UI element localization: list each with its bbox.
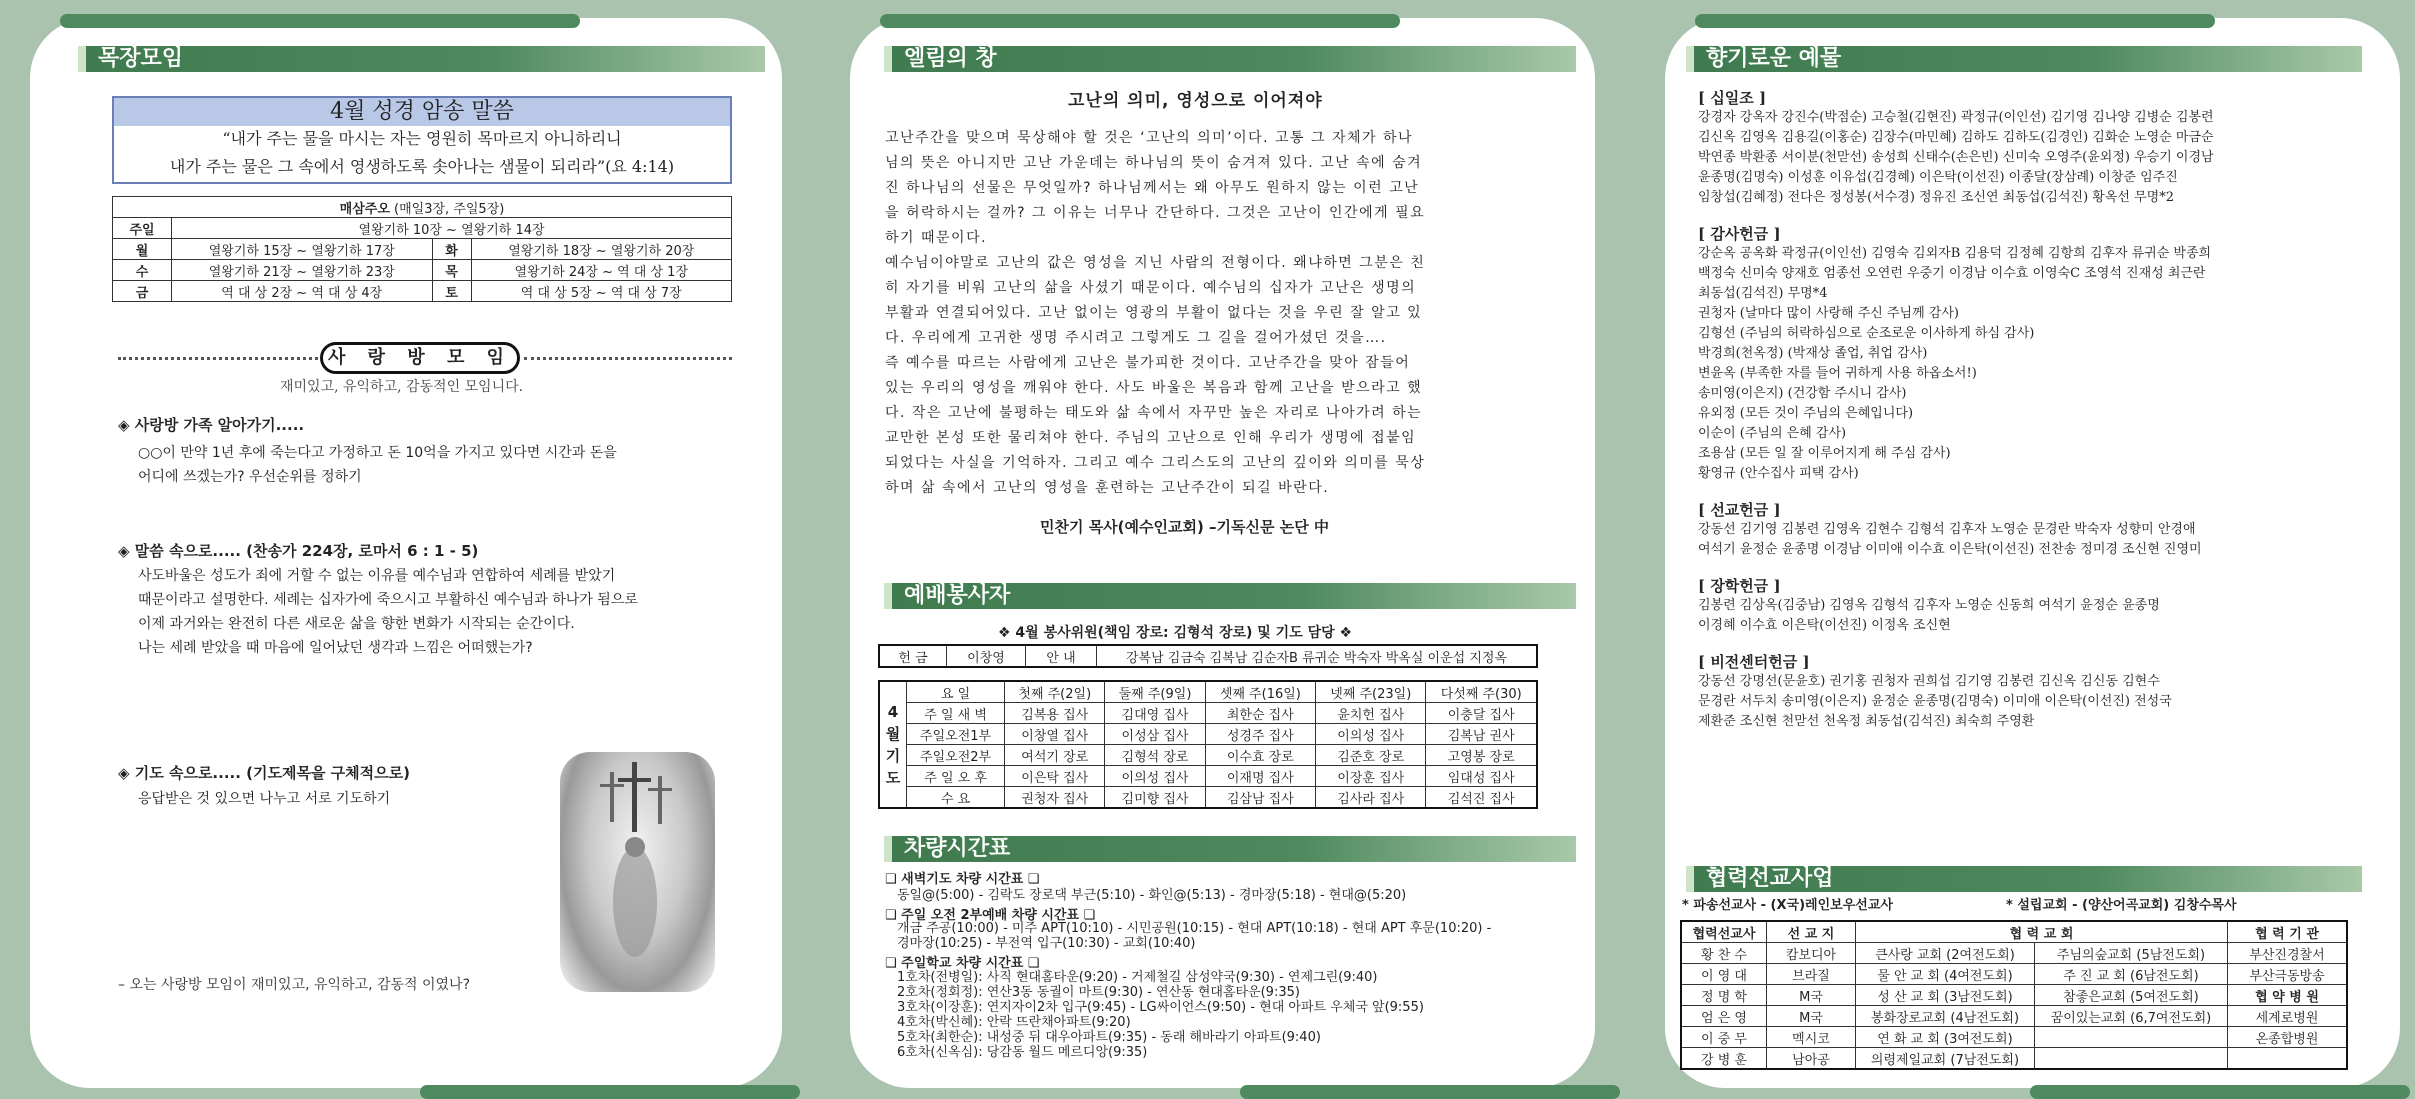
schedule-head: 첫째 주(2일)	[1005, 681, 1105, 703]
schedule-cell: 주일오전1부	[907, 724, 1005, 745]
reading-range: 열왕기하 21장 ~ 열왕기하 23장	[172, 260, 433, 281]
offering-name: 이창영	[947, 645, 1026, 667]
offering-guide-table	[878, 644, 1538, 668]
article-line: 되었다는 사실을 기억하자. 그리고 예수 그리스도의 고난의 깊이와 의미를 묵상	[885, 455, 1426, 471]
list-item: 김신옥 김영옥 김용길(이홍순) 김장수(마민혜) 김하도 김하도(김경인) 김화순 노영순 마금순	[1698, 130, 2214, 145]
section-family-line: 어디에 쓰겠는가? 우선순위를 정하기	[138, 469, 362, 485]
coop-cell: 봉화장로교회 (4남전도회)	[1856, 1006, 2035, 1027]
table-row	[879, 766, 1537, 787]
bus-dawn-line: 동일@(5:00) - 김락도 장로댁 부근(5:10) - 화인@(5:13) - 경마장(5:18) - 현대@(5:20)	[897, 888, 1407, 903]
coop-cell: 부산극동방송	[2228, 964, 2348, 985]
memory-verse-line: “내가 주는 물을 마시는 자는 영원히 목마르지 아니하리니	[222, 129, 622, 148]
coop-cell: 캄보디아	[1767, 943, 1856, 964]
table-row	[1681, 985, 2347, 1006]
bottom-stripe	[420, 1085, 800, 1099]
table-row	[1681, 1048, 2347, 1070]
guide-names: 강복남 김금숙 김복남 김순자B 류귀순 박숙자 박옥실 이운섭 지정옥	[1097, 645, 1538, 667]
coop-cell: 강 병 훈	[1681, 1048, 1767, 1070]
schedule-cell: 최한순 집사	[1205, 703, 1315, 724]
schedule-cell: 김삼남 집사	[1205, 787, 1315, 809]
table-row	[879, 787, 1537, 809]
schedule-cell: 고영봉 장로	[1426, 745, 1537, 766]
schedule-cell: 이은탁 집사	[1005, 766, 1105, 787]
sarangbang-title: 사 랑 방 모 임	[320, 342, 520, 374]
schedule-cell: 윤치헌 집사	[1316, 703, 1426, 724]
coop-cell: 이 중 무	[1681, 1027, 1767, 1048]
section-header-coop: 협력선교사업	[1686, 866, 2362, 892]
bus-school-line: 2호차(정회정): 연산3동 동궐이 마트(9:30) - 연산동 현대홈타운(9:35)	[897, 985, 1300, 1000]
article-line: 님의 뜻은 아니지만 고난 가운데는 하나님의 뜻이 숨겨져 있다. 고난 속에 숨겨	[885, 155, 1423, 171]
schedule-cell: 이장훈 집사	[1316, 766, 1426, 787]
coop-cell	[2034, 1027, 2227, 1048]
table-row	[879, 724, 1537, 745]
bus-school-line: 1호차(전병일): 사직 현대홈타운(9:20) - 거제철길 삼성약국(9:30) - 연제그린(9:40)	[897, 970, 1378, 985]
section-prayer-line: 응답받은 것 있으면 나누고 서로 기도하기	[138, 791, 391, 807]
reading-day-label: 화	[432, 239, 471, 260]
schedule-cell: 김형석 장로	[1105, 745, 1205, 766]
section-family-line: ○○이 만약 1년 후에 죽는다고 가정하고 돈 10억을 가지고 있다면 시간과 돈을	[138, 445, 617, 461]
section-word-line: 때문이라고 설명한다. 세례는 십자가에 죽으시고 부활하신 예수님과 하나가 됨으로	[138, 592, 638, 608]
offering-lists	[1698, 88, 2358, 732]
list-item: 강동선 강명선(문윤호) 권기홍 권청자 권희섭 김기영 김봉련 김신옥 김신동 김현수	[1698, 674, 2160, 689]
bottom-stripe	[1240, 1085, 1620, 1099]
coop-table	[1680, 920, 2348, 1070]
coop-cell: 브라질	[1767, 964, 1856, 985]
list-item: 유외정 (모든 것이 주님의 은혜입니다)	[1698, 406, 1914, 421]
list-item: 변윤옥 (부족한 자를 들어 귀하게 사용 하옵소서!)	[1698, 366, 1977, 381]
reading-day-label: 주일	[113, 218, 172, 239]
coop-cell: 이 영 대	[1681, 964, 1767, 985]
list-item: 박경희(천옥정) (박재상 졸업, 취업 감사)	[1698, 346, 1928, 361]
reading-day-label: 금	[113, 281, 172, 302]
bus-school-line: 3호차(이장훈): 연지자이2차 입구(9:45) - LG싸이언스(9:50) - 현대 아파트 우체국 앞(9:55)	[897, 1000, 1424, 1015]
article-line: 히 자기를 비워 고난의 삶을 사셨기 때문이다. 예수님의 십자가 고난은 생명의	[885, 280, 1417, 296]
coop-head: 협 력 교 회	[1856, 921, 2228, 943]
list-item: 김형선 (주님의 허락하심으로 순조로운 이사하게 하심 감사)	[1698, 326, 2035, 341]
coop-cell: 온종합병원	[2228, 1027, 2348, 1048]
coop-cell	[2228, 1048, 2348, 1070]
list-item: 여석기 윤정순 윤종명 이경남 이미애 이수효 이은탁(이선진) 전찬송 정미경 조신현 진영미	[1698, 542, 2202, 557]
list-item: 제환준 조신현 천맏선 천옥정 최동섭(김석진) 최숙희 주영환	[1698, 714, 2035, 729]
list-item: 박연종 박환종 서이분(천맏선) 송성희 신태수(손은빈) 신미숙 오영주(윤외정) 우승기 이경남	[1698, 150, 2214, 165]
bus-school-line: 6호차(신옥심): 당감동 월드 메르디앙(9:35)	[897, 1045, 1148, 1060]
list-item: 송미영(이은지) (건강함 주시니 감사)	[1698, 386, 1907, 401]
top-stripe	[880, 14, 1400, 28]
coop-cell: 꿈이있는교회 (6,7여전도회)	[2034, 1006, 2227, 1027]
article-title: 고난의 의미, 영성으로 이어져야	[1068, 91, 1323, 111]
thanks-heading: [ 감사헌금 ]	[1698, 225, 1781, 243]
coop-cell: 주님의숲교회 (5남전도회)	[2034, 943, 2227, 964]
article-author: 민찬기 목사(예수인교회) –기독신문 논단 中	[1040, 518, 1329, 536]
coop-cell: 황 찬 수	[1681, 943, 1767, 964]
table-row	[879, 703, 1537, 724]
coop-cell: 협 약 병 원	[2228, 985, 2348, 1006]
list-item: 황영규 (안수집사 피택 감사)	[1698, 466, 1859, 481]
memory-verse-title: 4월 성경 암송 말씀	[114, 98, 730, 126]
divider-dots-right	[524, 357, 732, 360]
schedule-cell: 이충달 집사	[1426, 703, 1537, 724]
list-item: 김봉련 김상옥(김중남) 김영옥 김형석 김후자 노영순 신동희 여석기 윤정순 윤종명	[1698, 598, 2160, 613]
footer-question: – 오는 사랑방 모임이 재미있고, 유익하고, 감동적 이였나?	[118, 977, 471, 993]
section-word-line: 나는 세례 받았을 때 마음에 일어났던 생각과 느낌은 어떠했는가?	[138, 640, 533, 656]
coop-cell: M국	[1767, 985, 1856, 1006]
list-item: 권청자 (날마다 많이 사랑해 주신 주님께 감사)	[1698, 306, 1959, 321]
top-stripe	[60, 14, 580, 28]
article-line: 있는 우리의 영성을 깨워야 한다. 사도 바울은 복음과 함께 고난을 받으라고 했	[885, 380, 1423, 396]
prayer-schedule-table	[878, 680, 1538, 809]
table-row	[1681, 964, 2347, 985]
schedule-cell: 이창열 집사	[1005, 724, 1105, 745]
section-header-service: 예배봉사자	[884, 583, 1576, 609]
reading-range: 열왕기하 10장 ~ 열왕기하 14장	[172, 218, 732, 239]
reading-day-label: 월	[113, 239, 172, 260]
article-line: 부활과 연결되어있다. 고난 없이는 영광의 부활이 없다는 것을 우린 잘 알고 있	[885, 305, 1423, 321]
schedule-cell: 수 요	[907, 787, 1005, 809]
section-header-bus: 차량시간표	[884, 836, 1576, 862]
article-line: 다. 우리에게 고귀한 생명 주시려고 그렇게도 그 길을 걸어가셨던 것을….	[885, 330, 1387, 346]
guide-label: 안 내	[1026, 645, 1097, 667]
coop-cell: 남아공	[1767, 1048, 1856, 1070]
coop-cell: 연 화 교 회 (3여전도회)	[1856, 1027, 2035, 1048]
schedule-cell: 권청자 집사	[1005, 787, 1105, 809]
bus-sunday-line: 개금 주공(10:00) - 미주 APT(10:10) - 시민공원(10:15) - 현대 APT(10:18) - 현대 APT 후문(10:20) -	[897, 921, 1492, 936]
coop-head: 협 력 기 관	[2228, 921, 2348, 943]
bible-reading-table	[112, 196, 732, 302]
table-row	[1681, 943, 2347, 964]
memory-verse-line: 내가 주는 물은 그 속에서 영생하도록 솟아나는 샘물이 되리라”(요 4:14)	[169, 157, 675, 176]
schedule-head: 셋째 주(16일)	[1205, 681, 1315, 703]
coop-cell: 엄 은 영	[1681, 1006, 1767, 1027]
bottom-stripe	[2030, 1085, 2410, 1099]
list-item: 최동섭(김석진) 무명*4	[1698, 286, 1828, 301]
table-row	[1681, 1027, 2347, 1048]
reading-range: 열왕기하 18장 ~ 열왕기하 20장	[471, 239, 732, 260]
section-word-title: ◈ 말씀 속으로..... (찬송가 224장, 로마서 6 : 1 - 5)	[118, 542, 479, 560]
schedule-cell: 주 일 오 후	[907, 766, 1005, 787]
schedule-cell: 김준호 장로	[1316, 745, 1426, 766]
coop-cell: 세계로병원	[2228, 1006, 2348, 1027]
bus-sunday-title: ❑ 주일 오전 2부예배 차량 시간표 ❑	[885, 908, 1096, 923]
schedule-cell: 이의성 집사	[1105, 766, 1205, 787]
article-line: 을 허락하시는 걸까? 그 이유는 너무나 간단하다. 그것은 고난이 인간에게 필요	[885, 205, 1426, 221]
memory-verse-box	[112, 96, 732, 184]
schedule-cell: 김사라 집사	[1316, 787, 1426, 809]
list-item: 강경자 강옥자 강진수(박점순) 고승철(김현진) 곽정규(이인선) 김기영 김나양 김병순 김봉련	[1698, 110, 2214, 125]
section-family-title: ◈ 사랑방 가족 알아가기.....	[118, 416, 305, 434]
section-word-line: 이제 과거와는 완전히 다른 새로운 삶을 향한 변화가 시작되는 순간이다.	[138, 616, 575, 632]
schedule-cell: 주 일 새 벽	[907, 703, 1005, 724]
table-row	[879, 745, 1537, 766]
list-item: 조용삼 (모든 일 잘 이루어지게 해 주심 감사)	[1698, 446, 1951, 461]
schedule-cell: 이수효 장로	[1205, 745, 1315, 766]
cross-illustration	[560, 752, 715, 992]
coop-cell: 주 진 교 회 (6남전도회)	[2034, 964, 2227, 985]
section-header-mokjang: 목장모임	[78, 46, 765, 72]
coop-cell: 큰사랑 교회 (2여전도회)	[1856, 943, 2035, 964]
article-line: 예수님이야말로 고난의 값은 영성을 지닌 사람의 전형이다. 왜냐하면 그분은 친	[885, 255, 1426, 271]
coop-sub-church: * 설립교회 - (양산어곡교회) 김창수목사	[2006, 898, 2237, 913]
section-prayer-title: ◈ 기도 속으로..... (기도제목을 구체적으로)	[118, 764, 410, 782]
coop-head: 선 교 지	[1767, 921, 1856, 943]
section-header-elim: 엘림의 창	[884, 46, 1576, 72]
divider-dots-left	[118, 357, 318, 360]
schedule-head: 둘째 주(9일)	[1105, 681, 1205, 703]
schedule-head: 요 일	[907, 681, 1005, 703]
schedule-cell: 여석기 장로	[1005, 745, 1105, 766]
tithe-heading: [ 십일조 ]	[1698, 89, 1767, 107]
sarangbang-subtitle: 재미있고, 유익하고, 감동적인 모임니다.	[280, 379, 524, 395]
list-item: 윤종명(김명숙) 이성훈 이유섭(김경혜) 이은탁(이선진) 이종달(장삼례) 이창준 임주진	[1698, 170, 2178, 185]
coop-cell	[2034, 1048, 2227, 1070]
reading-range: 열왕기하 15장 ~ 열왕기하 17장	[172, 239, 433, 260]
reading-title: 매삼주오 (매일3장, 주일5장)	[113, 197, 732, 218]
schedule-cell: 김대영 집사	[1105, 703, 1205, 724]
reading-day-label: 토	[432, 281, 471, 302]
coop-cell: 참좋은교회 (5여전도회)	[2034, 985, 2227, 1006]
coop-cell: 정 명 학	[1681, 985, 1767, 1006]
schedule-cell: 성경주 집사	[1205, 724, 1315, 745]
schedule-cell: 임대성 집사	[1426, 766, 1537, 787]
coop-cell: 물 안 교 회 (4여전도회)	[1856, 964, 2035, 985]
coop-cell: 부산진경찰서	[2228, 943, 2348, 964]
bus-dawn-title: ❑ 새벽기도 차량 시간표 ❑	[885, 872, 1040, 887]
top-stripe	[1695, 14, 2215, 28]
section-word-line: 사도바울은 성도가 죄에 거할 수 없는 이유를 예수님과 연합하여 세례를 받았기	[138, 568, 616, 584]
offering-label: 헌 금	[879, 645, 947, 667]
schedule-cell: 주일오전2부	[907, 745, 1005, 766]
schedule-cell: 김복용 집사	[1005, 703, 1105, 724]
article-line: 교만한 본성 또한 물리쳐야 한다. 주님의 고난으로 인해 우리가 생명에 접붙임	[885, 430, 1417, 446]
coop-head: 협력선교사	[1681, 921, 1767, 943]
list-item: 이순이 (주님의 은혜 감사)	[1698, 426, 1847, 441]
reading-range: 역 대 상 5장 ~ 역 대 상 7장	[471, 281, 732, 302]
vision-heading: [ 비전센터헌금 ]	[1698, 653, 1810, 671]
schedule-head: 넷째 주(23일)	[1316, 681, 1426, 703]
list-item: 이경혜 이수효 이은탁(이선진) 이정옥 조신현	[1698, 618, 1951, 633]
article-line: 하기 때문이다.	[885, 230, 988, 246]
service-title: ❖ 4월 봉사위원(책임 장로: 김형석 장로) 및 기도 담당 ❖	[998, 625, 1353, 641]
list-item: 임창섭(김혜정) 전다은 정성봉(서수경) 정유진 조신연 최동섭(김석진) 황옥선 무명*2	[1698, 190, 2174, 205]
coop-cell: 멕시코	[1767, 1027, 1856, 1048]
reading-day-label: 수	[113, 260, 172, 281]
schedule-cell: 이의성 집사	[1316, 724, 1426, 745]
reading-day-label: 목	[432, 260, 471, 281]
article-line: 진 하나님의 선물은 무엇일까? 하나님께서는 왜 아무도 원하지 않는 이런 고난	[885, 180, 1420, 196]
scholarship-heading: [ 장학헌금 ]	[1698, 577, 1781, 595]
list-item: 강순옥 공옥화 곽정규(이인선) 김영숙 김외자B 김용덕 김정혜 김항희 김후자 류귀순 박종희	[1698, 246, 2212, 261]
list-item: 강동선 김기영 김봉련 김영옥 김현수 김형석 김후자 노영순 문경란 박숙자 성향미 안경애	[1698, 522, 2196, 537]
coop-cell: 의령제일교회 (7남전도회)	[1856, 1048, 2035, 1070]
schedule-cell: 김석진 집사	[1426, 787, 1537, 809]
coop-sub-missionary: * 파송선교사 - (X국)레인보우선교사	[1682, 898, 1893, 913]
schedule-cell: 이성삼 집사	[1105, 724, 1205, 745]
mission-heading: [ 선교헌금 ]	[1698, 501, 1781, 519]
bus-school-line: 4호차(박신혜): 안락 뜨란채아파트(9:20)	[897, 1015, 1131, 1030]
article-line: 다. 작은 고난에 불평하는 태도와 삶 속에서 자꾸만 높은 자리로 나아가려 하는	[885, 405, 1423, 421]
bus-school-title: ❑ 주일학교 차량 시간표 ❑	[885, 956, 1040, 971]
article-line: 즉 예수를 따르는 사람에게 고난은 불가피한 것이다. 고난주간을 맞아 잠들어	[885, 355, 1411, 371]
list-item: 문경란 서두치 송미영(이은지) 윤정순 윤종명(김명숙) 이미애 이은탁(이선진) 전성국	[1698, 694, 2172, 709]
section-header-offering: 향기로운 예물	[1686, 46, 2362, 72]
bus-school-line: 5호차(최한순): 내성중 뒤 대우아파트(9:35) - 동래 해바라기 아파트(9:40)	[897, 1030, 1321, 1045]
month-label: 4월기도	[879, 681, 907, 808]
schedule-head: 다섯째 주(30)	[1426, 681, 1537, 703]
table-row	[1681, 1006, 2347, 1027]
schedule-cell: 김미향 집사	[1105, 787, 1205, 809]
article-line: 하며 삶 속에서 고난의 영성을 훈련하는 고난주간이 되길 바란다.	[885, 480, 1330, 496]
list-item: 백정숙 신미숙 양재호 엄종선 오연런 우중기 이경남 이수효 이영숙C 조영석 진재성 최근란	[1698, 266, 2206, 281]
reading-range: 역 대 상 2장 ~ 역 대 상 4장	[172, 281, 433, 302]
coop-cell: M국	[1767, 1006, 1856, 1027]
coop-cell: 성 산 교 회 (3남전도회)	[1856, 985, 2035, 1006]
schedule-cell: 이재명 집사	[1205, 766, 1315, 787]
reading-range: 열왕기하 24장 ~ 역 대 상 1장	[471, 260, 732, 281]
schedule-cell: 김복남 권사	[1426, 724, 1537, 745]
crucifixion-image	[560, 752, 715, 992]
bus-sunday-line: 경마장(10:25) - 부전역 입구(10:30) - 교회(10:40)	[897, 936, 1196, 951]
article-line: 고난주간을 맞으며 묵상해야 할 것은 ‘고난의 의미’이다. 고통 그 자체가 하나	[885, 130, 1414, 146]
article-body	[885, 126, 1545, 501]
